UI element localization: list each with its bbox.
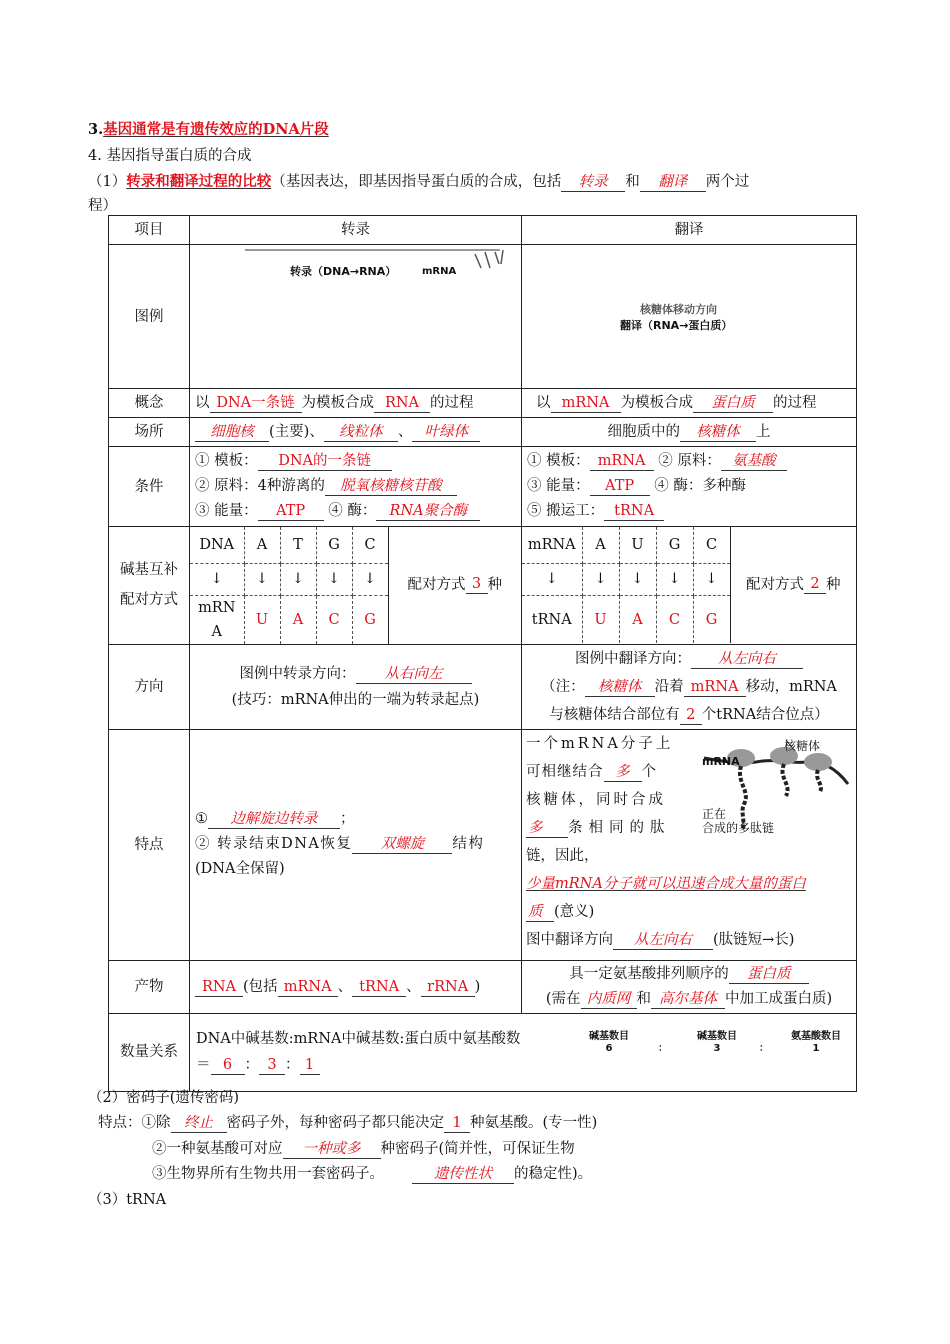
quantity-label: 碱基数目 (589, 1031, 629, 1042)
row-label-conditions: 条件 (109, 447, 190, 527)
text: 特点：①除 (98, 1115, 171, 1131)
fill-raw-material: 脱氧核糖核苷酸 (325, 478, 457, 496)
text: ③生物界所有生物共用一套密码子。 (152, 1166, 384, 1182)
product-translation (522, 960, 857, 1013)
pair-arrow: ↓ (190, 563, 244, 595)
text: ① (195, 811, 208, 827)
direction-transcription (190, 644, 522, 729)
fill-mrna: mRNA (684, 679, 746, 697)
site-transcription (190, 418, 522, 447)
site-translation (522, 418, 857, 447)
fill-rna: RNA (195, 979, 243, 997)
pair-bottom: U (582, 595, 619, 643)
text: (肽链短→长) (713, 931, 795, 948)
fill-direction: 从左向右 (691, 651, 803, 669)
text: 图例中翻译方向： (575, 650, 691, 667)
text: 种密码子(简并性，可保证生物 (380, 1141, 575, 1157)
fill-pair-count: 3 (466, 576, 488, 594)
text: 种 (487, 577, 502, 594)
pair-top: A (244, 527, 280, 563)
concept-transcription (190, 389, 522, 418)
text: 密码子外，每种密码子都只能决定 (226, 1115, 444, 1131)
text: ： (285, 1057, 300, 1073)
pair-arrow: ↓ (244, 563, 280, 595)
text: 条相同的肽 (568, 819, 671, 836)
quantity-colon: ： (658, 1043, 668, 1054)
heading-3 (88, 118, 329, 139)
pairing-grid-translation (522, 527, 731, 643)
pair-bottom: A (280, 595, 316, 644)
row-label-illustration: 图例 (109, 245, 190, 389)
pair-bottom: G (693, 595, 730, 643)
section-3-title: （3）tRNA (88, 1192, 167, 1208)
text: 移动，mRNA (745, 678, 837, 695)
header-translation: 翻译 (522, 216, 857, 245)
fill-stop: 终止 (171, 1115, 227, 1133)
row-label-product: 产物 (109, 960, 190, 1013)
fill-translation: 翻译 (640, 174, 706, 192)
pair-arrow: ↓ (352, 563, 388, 595)
pair-arrow: ↓ (693, 563, 730, 595)
translation-caption: 翻译（RNA→蛋白质） (620, 318, 733, 332)
text: 沿着 (654, 678, 684, 695)
section-1-line (88, 170, 749, 192)
header-item: 项目 (109, 216, 190, 245)
fill-protein: 蛋白质 (729, 966, 809, 984)
product-transcription (190, 960, 522, 1013)
pair-top: DNA (190, 527, 244, 563)
text: ； (340, 811, 355, 827)
text: 可相继结合 (526, 763, 604, 780)
pairing-count-transcription (389, 527, 522, 644)
fill-raw-material: 氨基酸 (721, 453, 787, 471)
header-transcription: 转录 (190, 216, 522, 245)
text: ② 原料： (658, 453, 721, 469)
text: 核糖体，同时合成 (526, 791, 666, 808)
heading-4: 4. 基因指导蛋白质的合成 (88, 148, 252, 164)
features-transcription (190, 729, 522, 960)
pairing-transcription (190, 527, 522, 645)
text: （注： (541, 678, 585, 695)
pair-bottom: C (316, 595, 352, 644)
fill-traits: 遗传性状 (412, 1166, 514, 1184)
quantity-diagram (580, 1031, 850, 1055)
section-1-note: （基因表达，即基因指导蛋白质的合成，包括 (271, 174, 562, 190)
pairing-grid-transcription (190, 527, 389, 644)
text: 的过程 (773, 395, 817, 411)
text: 图例中转录方向： (239, 665, 356, 682)
section-1-note-b: 两个过 (705, 174, 750, 190)
text: 图中翻译方向 (526, 931, 613, 948)
text: 与核糖体结合部位有 (549, 706, 680, 723)
pair-arrow: ↓ (522, 563, 582, 595)
pair-bottom: tRNA (522, 595, 582, 643)
quantity-label: 氨基酸数目 (791, 1031, 841, 1042)
text: (意义) (554, 903, 595, 920)
text: ＝ (196, 1057, 211, 1073)
fill-mitochondria: 线粒体 (324, 424, 398, 442)
pair-arrow: ↓ (582, 563, 619, 595)
text: 配对方式 (746, 577, 804, 594)
significance-text: 少量mRNA分子就可以迅速合成大量的蛋白 (526, 875, 806, 892)
translation-illustration (522, 245, 857, 389)
transcription-illustration (190, 245, 522, 389)
fill-many-chains: 多 (526, 820, 568, 838)
row-label-base-pairing: 碱基互补配对方式 (109, 527, 190, 645)
quantity-colon: ： (759, 1043, 769, 1054)
heading-3-text: 基因通常是有遗传效应的DNA片段 (103, 121, 329, 138)
pair-arrow: ↓ (280, 563, 316, 595)
text: ① 模板： (527, 453, 590, 469)
fill-energy: ATP (590, 478, 650, 496)
row-label-concept: 概念 (109, 389, 190, 418)
pair-top: A (582, 527, 619, 563)
section-1-note-c: 程） (88, 198, 117, 214)
fill-ribosome: 核糖体 (585, 679, 655, 697)
translation-direction-caption: 核糖体移动方向 (640, 302, 717, 316)
pair-arrow: ↓ (316, 563, 352, 595)
quantity-value: 6 (605, 1043, 613, 1054)
fill-amino-acid-count: 1 (300, 1057, 320, 1075)
pair-arrow: ↓ (619, 563, 656, 595)
text: ③ 能量： (527, 478, 590, 494)
fill-enzyme: RNA聚合酶 (376, 503, 480, 521)
fill-trna: tRNA (352, 979, 406, 997)
text: ② 原料：4种游离的 (195, 478, 325, 494)
fill-template: mRNA (551, 395, 621, 413)
fill-one: 1 (444, 1115, 470, 1133)
pair-bottom: G (352, 595, 388, 644)
quantity-value: 1 (812, 1043, 820, 1054)
fill-dna-count: 6 (211, 1057, 245, 1075)
text: 、 (406, 978, 421, 995)
conditions-translation (522, 447, 857, 527)
text: 个 (641, 763, 657, 780)
concept-translation (522, 389, 857, 418)
pair-bottom: A (619, 595, 656, 643)
fill-product: 蛋白质 (693, 395, 773, 413)
text: 、 (397, 424, 413, 440)
text: ： (244, 1057, 259, 1073)
text: (包括 (243, 978, 278, 995)
text: ② 转录结束DNA恢复 (195, 836, 353, 852)
fill-transcription: 转录 (561, 174, 625, 192)
row-label-features: 特点 (109, 729, 190, 960)
section-1-prefix: （1） (88, 174, 127, 190)
text: (DNA全保留) (195, 861, 285, 877)
section-1-title: 转录和翻译过程的比较 (126, 173, 272, 190)
quantity-value: 3 (713, 1043, 721, 1054)
text: 一个mRNA分子上 (526, 735, 674, 752)
pair-top: T (280, 527, 316, 563)
text: ① 模板： (195, 453, 258, 469)
pair-top: G (656, 527, 693, 563)
comparison-table (108, 215, 857, 1092)
fill-mrna-count: 3 (259, 1057, 285, 1075)
text: 个tRNA结合位点） (701, 706, 829, 723)
fill-ribosome: 核糖体 (680, 424, 756, 442)
pair-top: C (693, 527, 730, 563)
fill-rrna: rRNA (421, 979, 475, 997)
fill-double-helix: 双螺旋 (352, 836, 452, 854)
text: 、 (337, 978, 353, 995)
pair-bottom: mRNA (190, 595, 244, 644)
text: 链，因此， (526, 847, 599, 864)
fill-template: mRNA (590, 453, 654, 471)
text: 中加工成蛋白质) (725, 990, 833, 1007)
pair-top: U (619, 527, 656, 563)
pair-arrow: ↓ (656, 563, 693, 595)
polyribosome-chain-label: 正在 (702, 806, 727, 821)
direction-translation (522, 644, 857, 729)
heading-3-num: 3. (88, 121, 104, 138)
fill-direction: 从左向右 (613, 932, 713, 950)
text: 的稳定性)。 (514, 1166, 593, 1182)
codon-feature-2 (152, 1137, 575, 1159)
fill-template: DNA的一条链 (258, 453, 392, 471)
text: 种 (826, 577, 841, 594)
fill-many-ribosomes: 多 (604, 764, 642, 782)
fill-feature-1: 边解旋边转录 (208, 811, 340, 829)
text: (需在 (545, 990, 581, 1007)
text: 以 (536, 395, 551, 411)
row-label-site: 场所 (109, 418, 190, 447)
conditions-transcription (190, 447, 522, 527)
pair-top: C (352, 527, 388, 563)
fill-nucleus: 细胞核 (195, 424, 269, 442)
text: (主要)、 (269, 424, 324, 440)
fill-chloroplast: 叶绿体 (412, 424, 480, 442)
text: 以 (195, 395, 210, 411)
fill-one-or-more: 一种或多 (283, 1141, 381, 1159)
fill-carrier: tRNA (604, 503, 664, 521)
fill-energy: ATP (258, 503, 324, 521)
pair-top: mRNA (522, 527, 582, 563)
text: 具一定氨基酸排列顺序的 (569, 965, 729, 982)
text: 细胞质中的 (607, 424, 680, 440)
row-label-quantity: 数量关系 (109, 1013, 190, 1091)
text: ③ 能量： (195, 503, 258, 519)
fill-golgi: 高尔基体 (651, 991, 725, 1009)
codon-feature-3 (152, 1162, 592, 1184)
text: 和 (636, 990, 651, 1007)
pair-bottom: C (656, 595, 693, 643)
fill-product: RNA (374, 395, 430, 413)
text: ) (474, 978, 481, 995)
text: 上 (756, 424, 771, 440)
text: 的过程 (430, 395, 474, 411)
fill-er: 内质网 (581, 991, 637, 1009)
fill-significance-end: 质 (526, 904, 554, 922)
text: 种氨基酸。(专一性) (470, 1115, 598, 1131)
fill-site-count: 2 (680, 707, 702, 725)
transcription-caption: 转录（DNA→RNA） (290, 264, 397, 278)
text: ④ 酶： (328, 503, 377, 519)
text: ②一种氨基酸可对应 (152, 1141, 283, 1157)
fill-pair-count: 2 (804, 576, 826, 594)
text: 为模板合成 (301, 395, 374, 411)
text: ⑤ 搬运工： (527, 503, 605, 519)
features-translation (522, 729, 857, 960)
section-1-and: 和 (625, 174, 640, 190)
polyribosome-ribosome-label: 核糖体 (784, 738, 821, 753)
pair-top: G (316, 527, 352, 563)
text: ④ 酶：多种酶 (654, 478, 746, 494)
transcription-mrna-label: mRNA (422, 265, 457, 277)
text: 配对方式 (407, 577, 466, 594)
polyribosome-chain-label-2: 合成的多肽链 (702, 820, 775, 835)
quantity-label: 碱基数目 (697, 1031, 737, 1042)
quantity-text: DNA中碱基数:mRNA中碱基数:蛋白质中氨基酸数 (196, 1031, 521, 1047)
pairing-translation (522, 527, 857, 645)
direction-tip: (技巧：mRNA伸出的一端为转录起点) (231, 691, 480, 708)
text: 为模板合成 (620, 395, 693, 411)
pairing-count-translation (731, 527, 857, 643)
row-label-direction: 方向 (109, 644, 190, 729)
codon-feature-1 (98, 1111, 597, 1133)
fill-mrna: mRNA (278, 979, 338, 997)
pair-bottom: U (244, 595, 280, 644)
quantity-relation (190, 1013, 857, 1091)
text: 结构 (452, 836, 485, 852)
section-2-title: （2）密码子(遗传密码) (88, 1090, 240, 1106)
fill-direction: 从右向左 (356, 666, 472, 684)
fill-template: DNA一条链 (210, 395, 302, 413)
polyribosome-mrna-label: mRNA (702, 754, 740, 768)
